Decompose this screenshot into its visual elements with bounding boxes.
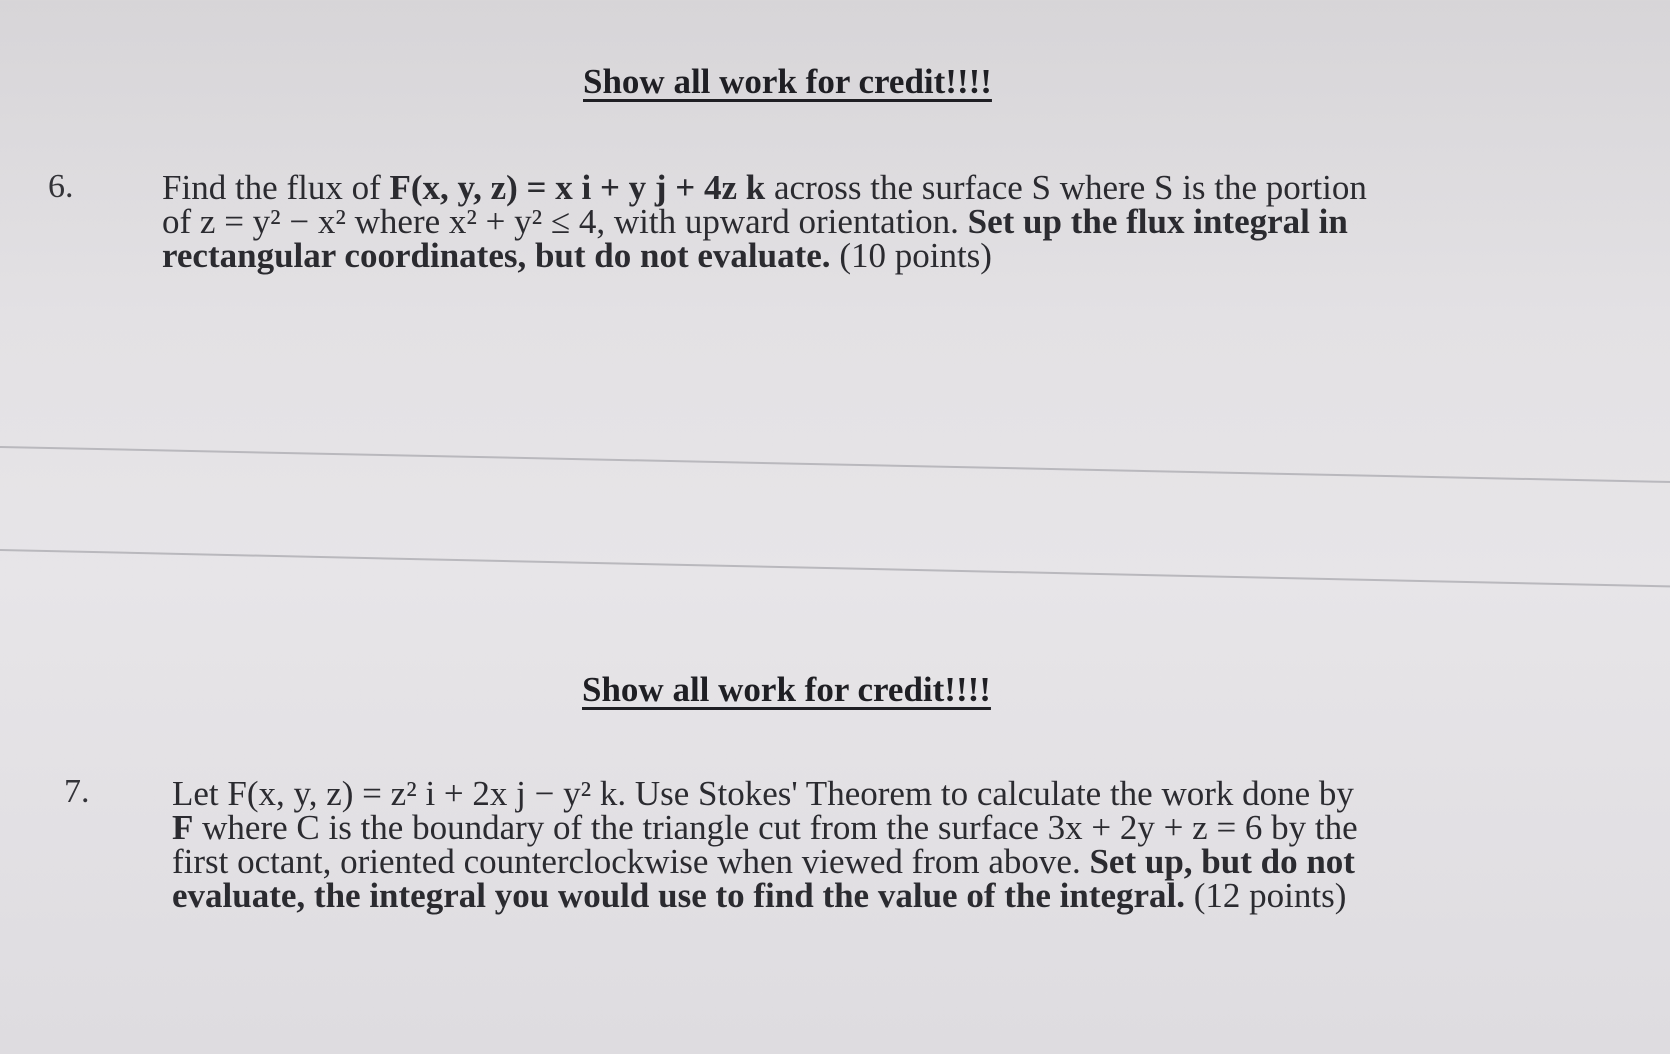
question-6-line-1 (162, 168, 1367, 207)
question-7-line-3-part-2: Set up, but do not (1089, 842, 1355, 881)
question-7-line-2-part-2: where C is the boundary of the triangle cut from the surface 3x + 2y + z = 6 by the (193, 808, 1358, 847)
divider-line-2 (0, 549, 1670, 588)
question-6-line-3-part-1: rectangular coordinates, but do not evaluate. (162, 236, 831, 275)
question-6-line-2-part-2: Set up the flux integral in (967, 202, 1348, 241)
question-6-line-1-part-1: Find the flux of (162, 168, 390, 207)
show-work-heading-1: Show all work for credit!!!! (583, 62, 992, 101)
question-6-number: 6. (48, 168, 74, 205)
question-7-line-4 (172, 876, 1358, 915)
question-7-line-4-part-2: (12 points) (1185, 876, 1347, 915)
question-6-line-1-part-3: across the surface S where S is the portion (765, 168, 1367, 207)
question-7-line-2 (172, 808, 1358, 847)
question-6-line-2 (162, 202, 1367, 241)
question-7-text (172, 774, 1358, 915)
question-7-line-3 (172, 842, 1358, 881)
question-7-line-3-part-1: first octant, oriented counterclockwise when viewed from above. (172, 842, 1090, 881)
question-6-text (162, 168, 1367, 275)
question-6-line-3 (162, 236, 1367, 275)
question-6-line-3-part-2: (10 points) (830, 236, 992, 275)
divider-line-1 (0, 446, 1670, 483)
show-work-heading-2: Show all work for credit!!!! (582, 670, 991, 709)
question-6-line-2-part-1: of z = y² − x² where x² + y² ≤ 4, with upward orientation. (162, 202, 968, 241)
question-7-line-2-part-1: F (172, 808, 194, 847)
question-7-number: 7. (64, 773, 90, 810)
question-7-line-1-part-1: Let F(x, y, z) = z² i + 2x j − y² k. Use Stokes' Theorem to calculate the work done by (172, 774, 1354, 813)
question-6-line-1-part-2: F(x, y, z) = x i + y j + 4z k (389, 168, 766, 207)
question-7-line-1 (172, 774, 1358, 813)
question-7-line-4-part-1: evaluate, the integral you would use to find the value of the integral. (172, 876, 1186, 915)
